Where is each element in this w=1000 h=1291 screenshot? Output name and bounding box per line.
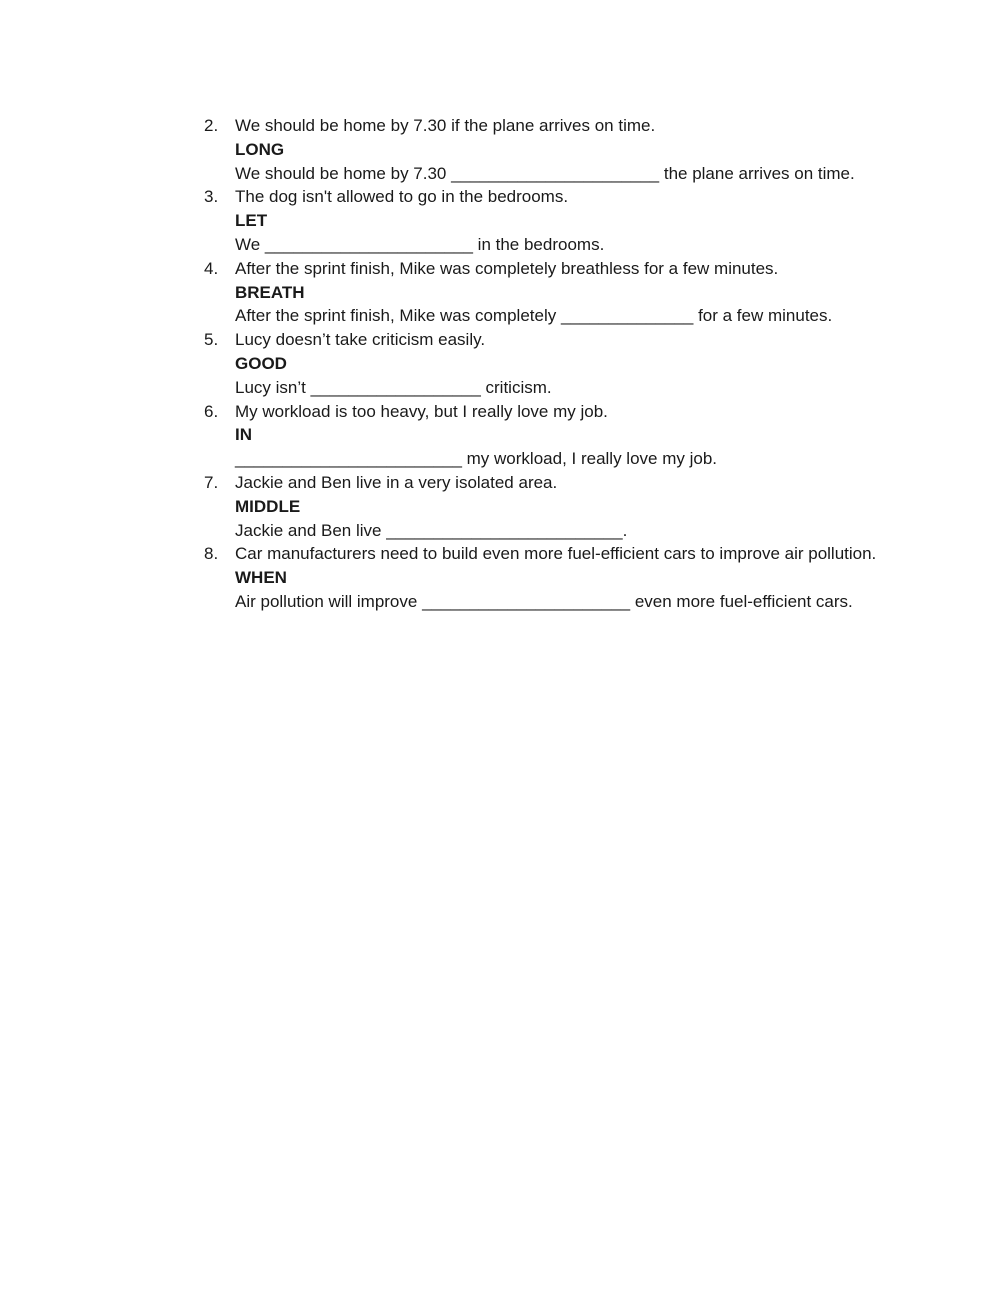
original-sentence: Lucy doesn’t take criticism easily. xyxy=(235,330,486,350)
rewrite-start: After the sprint finish, Mike was completely xyxy=(235,306,561,326)
exercise-list xyxy=(200,114,880,614)
keyword: BREATH xyxy=(235,282,305,302)
keyword: MIDDLE xyxy=(235,496,301,516)
answer-blank[interactable]: ______________________ xyxy=(264,234,473,254)
rewrite-end: my workload, I really love my job. xyxy=(461,449,718,469)
rewrite-end: . xyxy=(622,520,628,540)
original-sentence: After the sprint finish, Mike was completely breathless for a few minutes. xyxy=(235,258,779,278)
item-body xyxy=(235,328,880,399)
answer-blank[interactable]: ________________________ xyxy=(235,449,462,469)
item-number: 3. xyxy=(204,187,219,207)
item-number: 8. xyxy=(204,544,219,564)
exercise-item-5 xyxy=(200,328,880,399)
original-sentence: We should be home by 7.30 if the plane arrives on time. xyxy=(235,116,656,135)
original-sentence: Car manufacturers need to build even more fuel-efficient cars to improve air pollution. xyxy=(235,544,877,564)
keyword: GOOD xyxy=(235,353,287,373)
answer-blank[interactable]: _________________________ xyxy=(386,520,623,540)
answer-blank[interactable]: ______________ xyxy=(560,306,694,326)
answer-blank[interactable]: ______________________ xyxy=(422,591,631,611)
item-body xyxy=(235,257,880,328)
item-number: 5. xyxy=(204,330,219,350)
rewrite-sentence xyxy=(235,162,880,186)
item-body xyxy=(235,185,880,256)
rewrite-start: We should be home by 7.30 xyxy=(235,163,452,183)
keyword: WHEN xyxy=(235,568,287,588)
original-sentence: My workload is too heavy, but I really love my job. xyxy=(235,401,608,421)
keyword: LONG xyxy=(235,139,285,159)
original-sentence: Jackie and Ben live in a very isolated area. xyxy=(235,472,558,492)
item-body xyxy=(235,114,880,185)
keyword: LET xyxy=(235,211,268,231)
rewrite-sentence xyxy=(235,233,880,257)
item-body xyxy=(235,471,880,542)
rewrite-start: Jackie and Ben live xyxy=(235,520,387,540)
exercise-item-6 xyxy=(200,400,880,471)
exercise-item-2 xyxy=(200,114,880,185)
item-body xyxy=(235,542,880,613)
rewrite-sentence xyxy=(235,590,880,614)
answer-blank[interactable]: __________________ xyxy=(310,377,481,397)
rewrite-sentence xyxy=(235,304,880,328)
exercise-item-4 xyxy=(200,257,880,328)
rewrite-end: criticism. xyxy=(480,377,552,397)
rewrite-sentence xyxy=(235,376,880,400)
rewrite-end: for a few minutes. xyxy=(693,306,833,326)
rewrite-start: We xyxy=(235,234,265,254)
rewrite-sentence xyxy=(235,519,880,543)
original-sentence: The dog isn't allowed to go in the bedrooms. xyxy=(235,187,569,207)
rewrite-sentence xyxy=(235,447,880,471)
rewrite-end: even more fuel-efficient cars. xyxy=(630,591,853,611)
exercise-item-7 xyxy=(200,471,880,542)
item-number: 6. xyxy=(204,401,219,421)
answer-blank[interactable]: ______________________ xyxy=(451,163,660,183)
item-number: 2. xyxy=(204,116,219,135)
keyword: IN xyxy=(235,425,252,445)
rewrite-end: the plane arrives on time. xyxy=(659,163,855,183)
rewrite-end: in the bedrooms. xyxy=(472,234,605,254)
item-body xyxy=(235,400,880,471)
rewrite-start: Lucy isn’t xyxy=(235,377,311,397)
exercise-item-8 xyxy=(200,542,880,613)
exercise-item-3 xyxy=(200,185,880,256)
rewrite-start: Air pollution will improve xyxy=(235,591,423,611)
item-number: 7. xyxy=(204,472,219,492)
item-number: 4. xyxy=(204,258,219,278)
